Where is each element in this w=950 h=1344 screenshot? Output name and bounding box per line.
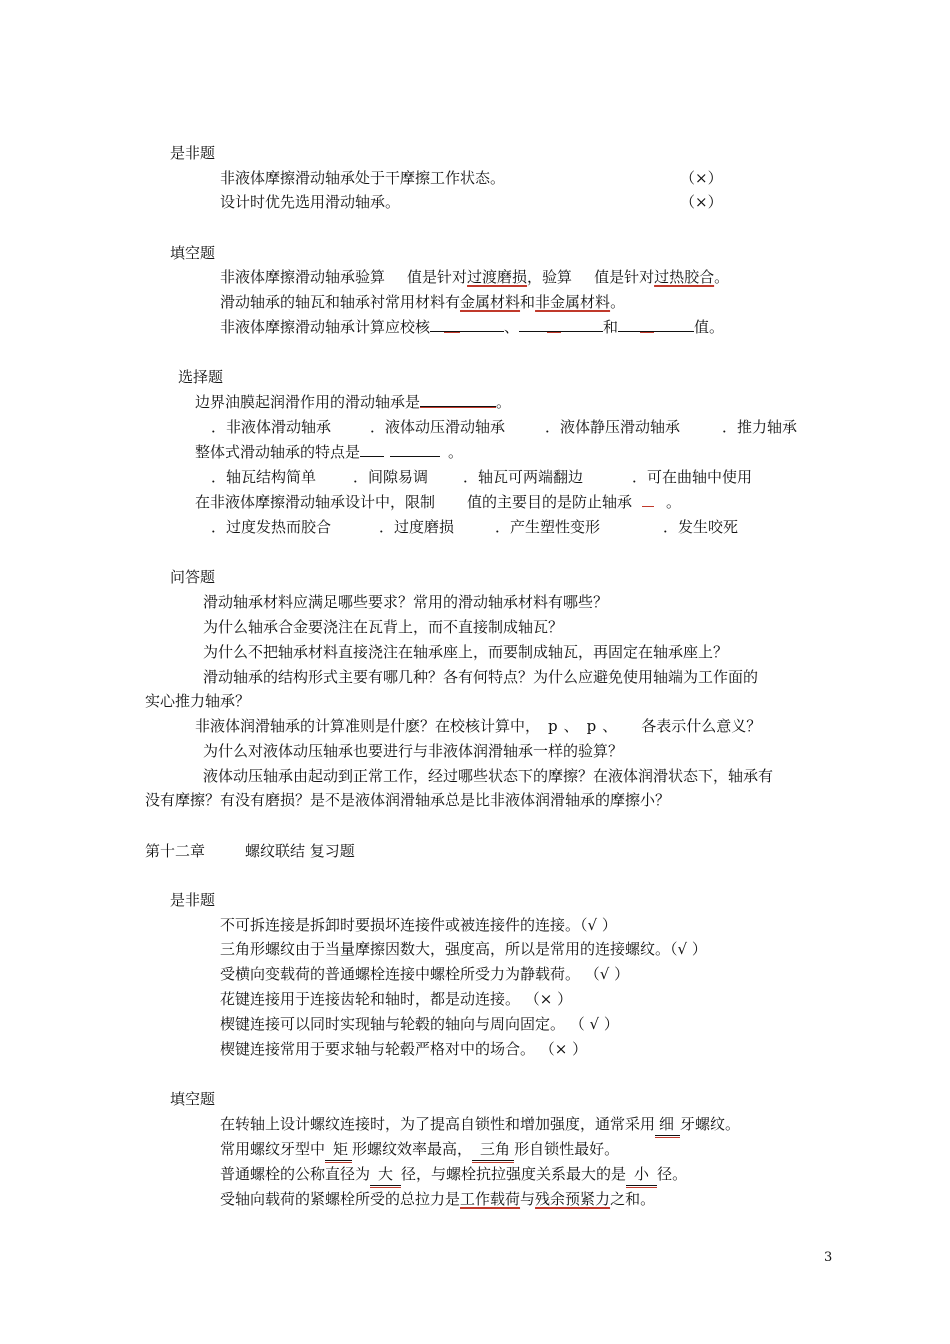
answer-blank bbox=[390, 442, 440, 457]
tf-item: 花键连接用于连接齿轮和轴时，都是动连接。 （× ） bbox=[220, 990, 573, 1008]
answer-blank bbox=[420, 392, 496, 407]
qa-question-7-line-2: 没有摩擦？有没有磨损？是不是液体润滑轴承总是比非液体润滑轴承的摩擦小？ bbox=[145, 791, 671, 809]
tf-item: 三角形螺纹由于当量摩擦因数大，强度高，所以是常用的连接螺纹。（√ ） bbox=[220, 940, 707, 958]
choice-question-2: 整体式滑动轴承的特点是 。 bbox=[195, 443, 464, 461]
tf-answer-1: （×） bbox=[680, 169, 723, 187]
choice-option-c: ．产生塑性变形 bbox=[495, 518, 601, 536]
tf-item: 楔键连接常用于要求轴与轮毂严格对中的场合。 （× ） bbox=[220, 1040, 588, 1058]
qa-question-6: 为什么对液体动压轴承也要进行与非液体润滑轴承一样的验算？ bbox=[203, 742, 624, 760]
choice-option-b: ．过度磨损 bbox=[379, 518, 455, 536]
fill-question-3: 普通螺栓的公称直径为 大 径，与螺栓抗拉强度关系最大的是 小 径。 bbox=[220, 1163, 687, 1186]
fill-answer: 小 bbox=[626, 1163, 657, 1186]
choice-option-a: ．非液体滑动轴承 bbox=[211, 418, 332, 436]
fill-question-1: 在转轴上设计螺纹连接时，为了提高自锁性和增加强度，通常采用 细 牙螺纹。 bbox=[220, 1113, 740, 1136]
choice-option-d: ．推力轴承 bbox=[722, 418, 798, 436]
fill-answer: 三角 bbox=[472, 1138, 514, 1161]
fill-question-2: 常用螺纹牙型中 矩 形螺纹效率最高， 三角 形自锁性最好。 bbox=[220, 1138, 619, 1161]
fill-answer: 细 bbox=[655, 1113, 680, 1136]
section-heading-choice: 选择题 bbox=[178, 368, 224, 386]
fill-question-3: 非液体摩擦滑动轴承计算应校核 、 和 值。 bbox=[220, 318, 725, 336]
choice-option-d: ．发生咬死 bbox=[663, 518, 739, 536]
qa-question-4-line-1: 滑动轴承的结构形式主要有哪几种？各有何特点？为什么应避免使用轴端为工作面的 bbox=[203, 668, 759, 686]
choice-option-c: ．液体静压滑动轴承 bbox=[545, 418, 681, 436]
fill-answer: 残余预紧力 bbox=[535, 1190, 611, 1208]
chapter-title: 螺纹联结 复习题 bbox=[245, 842, 355, 860]
answer-blank bbox=[618, 317, 694, 332]
section-heading-qa: 问答题 bbox=[170, 568, 216, 586]
choice-option-b: ．液体动压滑动轴承 bbox=[370, 418, 506, 436]
tf-question-2: 设计时优先选用滑动轴承。 bbox=[220, 193, 401, 211]
choice-question-1: 边界油膜起润滑作用的滑动轴承是 。 bbox=[195, 393, 512, 411]
tf-item: 受横向变载荷的普通螺栓连接中螺栓所受力为静载荷。 （√ ） bbox=[220, 965, 630, 983]
fill-question-1: 非液体摩擦滑动轴承验算 值是针对过渡磨损，验算 值是针对过热胶合。 bbox=[220, 268, 730, 286]
choice-option-a: ．过度发热而胶合 bbox=[211, 518, 332, 536]
fill-answer: 过渡磨损 bbox=[467, 268, 528, 286]
choice-option-b: ．间隙易调 bbox=[353, 468, 429, 486]
tf-item: 楔键连接可以同时实现轴与轮毂的轴向与周向固定。 （ √ ） bbox=[220, 1015, 619, 1033]
choice-option-c: ．轴瓦可两端翻边 bbox=[463, 468, 584, 486]
qa-question-4-line-2: 实心推力轴承？ bbox=[145, 692, 251, 710]
fill-answer: 工作载荷 bbox=[460, 1190, 521, 1208]
choice-option-a: ．轴瓦结构简单 bbox=[211, 468, 317, 486]
choice-option-d: ．可在曲轴中使用 bbox=[632, 468, 753, 486]
chapter-number: 第十二章 bbox=[145, 842, 206, 860]
tf-question-1: 非液体摩擦滑动轴承处于干摩擦工作状态。 bbox=[220, 169, 506, 187]
answer-blank bbox=[519, 317, 603, 332]
page-number: 3 bbox=[824, 1250, 833, 1265]
section-heading-true-false: 是非题 bbox=[170, 144, 216, 162]
answer-blank bbox=[430, 317, 504, 332]
choice-question-3: 在非液体摩擦滑动轴承设计中，限制 值的主要目的是防止轴承 。 bbox=[195, 493, 682, 511]
fill-answer: 过热胶合 bbox=[654, 268, 715, 286]
fill-answer: 金属材料 bbox=[460, 293, 521, 311]
fill-answer: 矩 bbox=[325, 1138, 352, 1161]
fill-question-2: 滑动轴承的轴瓦和轴承衬常用材料有金属材料和非金属材料。 bbox=[220, 293, 626, 311]
fill-question-4: 受轴向载荷的紧螺栓所受的总拉力是工作载荷与残余预紧力之和。 bbox=[220, 1190, 656, 1208]
answer-blank bbox=[360, 442, 384, 457]
tf-answer-2: （×） bbox=[680, 193, 723, 211]
section-heading-true-false: 是非题 bbox=[170, 891, 216, 909]
section-heading-fill-blank: 填空题 bbox=[170, 244, 216, 262]
section-heading-fill-blank: 填空题 bbox=[170, 1090, 216, 1108]
answer-blank bbox=[642, 492, 654, 507]
fill-answer: 非金属材料 bbox=[535, 293, 611, 311]
qa-question-2: 为什么轴承合金要浇注在瓦背上，而不直接制成轴瓦？ bbox=[203, 618, 564, 636]
fill-answer: 大 bbox=[370, 1163, 401, 1186]
qa-question-5: 非液体润滑轴承的计算准则是什麽？在校核计算中， p 、 p 、 各表示什么意义？ bbox=[195, 717, 762, 735]
qa-question-3: 为什么不把轴承材料直接浇注在轴承座上，而要制成轴瓦，再固定在轴承座上？ bbox=[203, 643, 729, 661]
qa-question-1: 滑动轴承材料应满足哪些要求？常用的滑动轴承材料有哪些？ bbox=[203, 593, 609, 611]
qa-question-7-line-1: 液体动压轴承由起动到正常工作，经过哪些状态下的摩擦？在液体润滑状态下，轴承有 bbox=[203, 767, 774, 785]
tf-item: 不可拆连接是拆卸时要损坏连接件或被连接件的连接。（√ ） bbox=[220, 916, 617, 934]
